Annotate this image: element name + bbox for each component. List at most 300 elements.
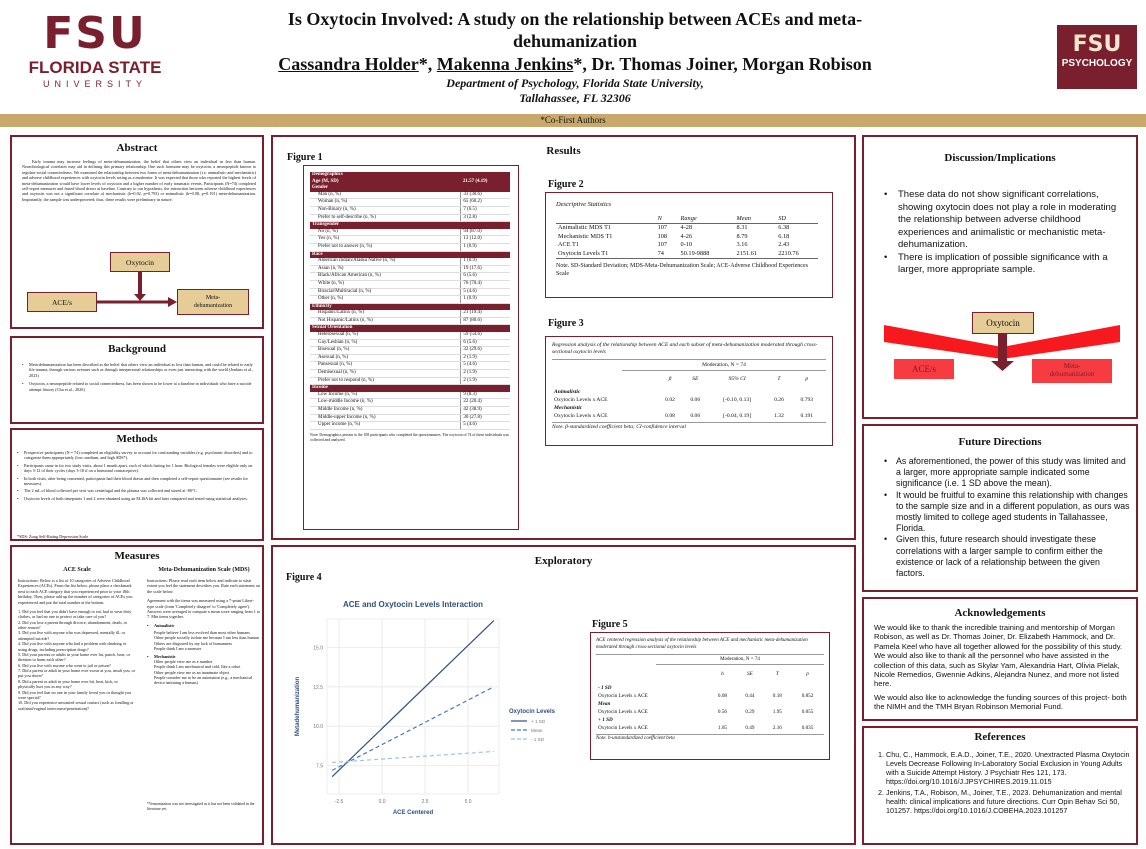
background-bullet: • Oxytocin, a neuropeptide related to social connectedness, has been shown to be lower at a baseline in individuals who have a suicide attempt history (Chu et al., 2020) [22, 381, 256, 392]
regression-group-label: Mechanistic [554, 404, 583, 411]
background-panel [10, 336, 264, 424]
demographic-label: Asexual (n, %) [310, 354, 461, 362]
measures-title: Measures [114, 550, 160, 562]
demographic-value: 9 (8.3) [461, 392, 510, 399]
demographic-label: Non-Binary (n, %) [310, 206, 461, 214]
descriptive-cell: 8.31 [736, 224, 748, 231]
exploratory-row-cell: 0.56 [717, 708, 727, 715]
poster-authors [235, 52, 915, 76]
demographic-label: Middle-upper Income (n, %) [310, 414, 461, 422]
mds-animalistic-label: • Animalistic [147, 623, 261, 628]
exploratory-group [596, 684, 824, 692]
demographic-value: 30 (27.8) [461, 414, 510, 422]
demographics-section-header [310, 179, 510, 186]
legend-title: Oxytocin Levels [509, 709, 556, 715]
demographic-label: Low-middle Income (n, %) [310, 399, 461, 407]
demographics-row [310, 362, 510, 370]
exploratory-row [596, 708, 824, 716]
regression-table [552, 373, 822, 420]
descriptive-cell: 2210.76 [776, 250, 818, 259]
exploratory-row [596, 692, 824, 700]
background-list [22, 362, 256, 392]
discussion-outcome-label [1032, 359, 1112, 383]
discussion-moderator-arrow [998, 333, 1007, 365]
methods-bullet: • Prospective participants (N = 74) completed an eligibility survey to account for confounding variables (e.g. psychiatric disorders) and to categorize them appropriately (low, medium, and high SDS*). [17, 450, 261, 461]
discussion-bullet: • These data do not show significant correlations, showing oxytocin does not play a role in moderating the relationship between adverse childhood experiences and animalistic or mechanistic meta-dehumanization. [884, 189, 1130, 252]
demographics-row [310, 414, 510, 422]
y-tick-label: 12.5 [313, 684, 323, 691]
exploratory-group-label: + 1 SD [598, 716, 613, 723]
section-label: Ethnicity [310, 303, 461, 310]
methods-bullet: • In both visits, after being consented, participants had their blood drawn and then completed a self-report questionnaire (see results for measures). [17, 476, 261, 487]
demographic-label: Bisexual (n, %) [310, 347, 461, 355]
mds-instructions: Instructions: Please read each item below and indicate to what extent you feel the statement describes you. Rate each statement on the scale below. [147, 578, 260, 594]
future-bullet: • It would be fruitful to examine this relationship with changes to the sample size and in a different population, as ours was mostly limited to college aged students in Tallahassee, Florida. [884, 490, 1130, 535]
methods-bullet: • The 2 mL of blood collected per visit was centrifugal and the plasma was collected and stored at -80°C. [17, 488, 261, 493]
poster-title-line1: Is Oxytocin Involved: A study on the relationship between ACEs and meta- [287, 9, 863, 29]
demographic-value: 2 (1.9) [461, 377, 510, 385]
background-bullet: • Meta-dehumanization has been described as the belief that others view an individual as less than human, and could be related to early life trauma, through various avenues such as through interpersonal relationships or even just interacting with the world (Jenkins et al., 2023) [22, 362, 256, 378]
regression-row-cell: [-0.10, 0.13] [723, 396, 752, 403]
regression-row-cell: 0.08 [665, 412, 675, 419]
figure5-box [590, 632, 830, 760]
section-label: Gender [310, 185, 461, 192]
results-title: Results [546, 145, 581, 157]
legend-label: - 1 SD [531, 737, 545, 742]
exploratory-group-label: - 1 SD [598, 684, 612, 691]
ace-item: 8. Did a parent or adult in your home ever hit, beat, kick, or physically hurt you in any way? [18, 678, 118, 690]
regression-row-cell: 0.02 [665, 396, 675, 403]
author-2: Makenna Jenkins [436, 54, 574, 74]
figure1-box [303, 165, 519, 530]
demographic-value: 5 (4.6) [461, 362, 510, 370]
ace-item: 1. Did you feel that you didn't have enough to eat, had to wear dirty clothes, or had no one to protect or take care of you? [18, 608, 132, 620]
future-bullet: • As aforementioned, the power of this study was limited and a larger, more appropriate sample indicated some significance (i.e. 1 SD above the mean). [884, 456, 1130, 490]
demographic-value: 21 (19.4) [461, 310, 510, 317]
section-value [461, 385, 510, 392]
figure5-note: Note. b-unstandardized coefficient beta [596, 734, 824, 741]
demographic-value: 1 (0.9) [461, 296, 510, 304]
demographics-row [310, 296, 510, 304]
exploratory-row-cell: 2.16 [772, 724, 782, 731]
poster-header [235, 8, 915, 106]
discussion-moderator-box [972, 312, 1034, 334]
ace-item: 5. Did your parents or adults in your home ever hit, punch, beat, or threaten to harm each other? [18, 651, 130, 663]
reference-item: 2. Jenkins, T.A., Robison, M., Joiner, T.E., 2023. Dehumanization and mental health: clinical implications and future directions. Curr Opin Behav Sci 50, 101257. https://doi.org/10.1016/J.COBEHA.2023.101257 [886, 788, 1132, 815]
descriptive-cell: 2151.61 [735, 250, 777, 259]
figure5-caption: ACE centered regression analysis of the relationship between ACE and mechanistic meta-dehumanization moderated through cross-sectional oxytocin levels [596, 638, 824, 655]
x-tick-label: -2.5 [334, 799, 344, 805]
descriptive-cell: 6.18 [778, 232, 790, 240]
ace-item: 7. Did a parent or adult in your home ever swear at you, insult you, or put you down? [18, 668, 135, 679]
results-panel [271, 135, 856, 540]
exploratory-title: Exploratory [534, 555, 593, 567]
descriptive-header-cell: N [656, 214, 679, 224]
exploratory-row-cell: Oxytocin Levels x ACE [598, 692, 648, 699]
exploratory-header-cell [596, 667, 709, 684]
moderator-arrowhead [134, 294, 146, 301]
discussion-title: Discussion/Implications [944, 152, 1056, 164]
demographics-row [310, 370, 510, 378]
abstract-panel [10, 135, 264, 329]
fsu-logo-letters: FSU [43, 8, 147, 59]
demographics-row [310, 258, 510, 265]
section-label: Income [310, 385, 461, 392]
references-title: References [974, 731, 1026, 743]
demographics-row [310, 339, 510, 347]
plot-area [327, 619, 499, 794]
affiliation-line2: Tallahassee, FL 32306 [519, 91, 631, 105]
x-tick-label: 0.0 [378, 799, 386, 805]
exploratory-row-cell: 0.08 [717, 692, 727, 699]
section-label: Race [310, 251, 461, 258]
demographic-value: 13 (12.0) [461, 236, 510, 244]
demographic-label: Heterosexual (n, %) [310, 332, 461, 339]
exploratory-header-cell: b [721, 670, 724, 677]
demographics-table [310, 172, 510, 430]
demographics-section-header [310, 185, 510, 192]
demographic-label: American Indian/Alaska Native (n, %) [310, 258, 461, 265]
regression-header-cell: p [805, 375, 809, 382]
mds-item: Other people view me as an inanimate object [154, 669, 230, 675]
figure4-label: Figure 4 [286, 572, 322, 583]
discussion-predictor-label [894, 359, 954, 379]
demographic-value: 33 (30.6) [461, 192, 510, 199]
psychology-logo-letters: FSU [1072, 32, 1122, 57]
regression-header-cell: β [668, 375, 672, 382]
acknowledgements-title: Acknowledgements [954, 607, 1046, 619]
exploratory-row-cell: 0.035 [801, 724, 814, 731]
regression-row [552, 412, 822, 420]
demographic-value: 19 (17.6) [461, 265, 510, 273]
demographic-value: 2 (1.9) [461, 354, 510, 362]
demographic-label: Demisexual (n, %) [310, 370, 461, 378]
demographics-row [310, 317, 510, 325]
demographics-row [310, 199, 510, 207]
figure1-note: Note: Demographics pertain to the 108 participants who completed the questionnaires. The oxytocin of 74 of these individuals was collected and analyzed. [310, 432, 509, 442]
abstract-moderator-label: Oxytocin [126, 257, 154, 267]
discussion-outcome-text: Meta- dehumanization [1049, 362, 1095, 378]
descriptive-cell: Animalistic MDS T1 [558, 224, 612, 231]
ace-scale-column [18, 567, 136, 711]
exploratory-row-cell: 1.95 [772, 708, 782, 715]
demographic-value: 22 (20.4) [461, 399, 510, 407]
figure2-label: Figure 2 [548, 179, 584, 190]
abstract-outcome-label: Meta- dehumanization [193, 295, 233, 309]
ace-item: 6. Did you live with anyone who went to jail or prison? [18, 662, 111, 668]
abstract-title: Abstract [116, 142, 158, 154]
methods-list [17, 450, 261, 501]
demographic-label: Man (n, %) [310, 192, 461, 199]
co-first-banner [0, 114, 1146, 127]
methods-footnote: *SDS: Zung Self-Rating Depression Scale [17, 534, 89, 539]
y-tick-label: 10.0 [313, 724, 323, 731]
methods-bullet: • Oxytocin levels of both timepoints 1 and 2 were obtained using an ELISA kit and later compared and tested using statistical analyses. [17, 496, 261, 501]
descriptive-header-cell: Range [679, 214, 735, 224]
section-value [461, 251, 510, 258]
demographics-row [310, 310, 510, 317]
demographic-value: 6 (5.6) [461, 273, 510, 281]
descriptive-header-row [556, 214, 818, 224]
mds-mechanistic-list [147, 654, 261, 659]
psychology-logo [1057, 25, 1137, 89]
exploratory-regression-table [596, 667, 824, 732]
regression-row-cell: 0.06 [690, 412, 701, 419]
demographics-row [310, 265, 510, 273]
section-value [461, 325, 510, 332]
demographics-row [310, 407, 510, 415]
descriptive-cell: 6.38 [778, 224, 790, 231]
descriptive-cell: 4-28 [680, 224, 693, 231]
demographic-label: Prefer not to respond (n, %) [310, 377, 461, 385]
figure2-note: Note. SD-Standard Deviation; MDS-Meta-Dehumanization Scale; ACE-Adverse Childhood Experiences Scale [556, 263, 808, 278]
mds-mechanistic-label: • Mechanistic [147, 654, 261, 659]
figure3-box [545, 336, 833, 446]
measures-panel [10, 545, 264, 845]
demographic-label: Biracial/Multiracial (n, %) [310, 288, 461, 296]
figure3-note: Note. β-standardized coefficient beta; CI-confidence interval [552, 422, 826, 430]
demographic-label: Pansexual (n, %) [310, 362, 461, 370]
descriptive-cell: Mechanistic MDS T1 [558, 232, 613, 240]
regression-row-cell: [-0.04, 0.19] [723, 412, 752, 419]
psychology-logo-word: PSYCHOLOGY [1061, 58, 1133, 69]
demographics-row [310, 354, 510, 362]
fsu-logo-line1: FLORIDA STATE [28, 58, 162, 77]
ace-item: 3. Did you live with anyone who was depressed, mentally ill, or attempted suicide? [18, 630, 125, 641]
mds-item: People think I am mechanical and cold, like a robot [154, 664, 241, 670]
methods-bullet: • Participants came in for two study visits, about 1 month apart, each of which lasting for 1 hour. Biological females were eligible only on days 5-12 of their cycles (days 3-18 if on a hormonal contraceptive). [17, 463, 261, 474]
section-value [461, 303, 510, 310]
exploratory-row-cell: 0.852 [801, 692, 814, 699]
exploratory-header-cell: p [806, 670, 809, 677]
mds-animalistic-list [147, 623, 261, 628]
demographic-label: Upper income (n, %) [310, 422, 461, 430]
future-directions-title: Future Directions [958, 436, 1042, 448]
descriptive-row [556, 233, 818, 242]
legend-label: + 1 SD [531, 719, 546, 724]
mds-footnote: *Vermanization was not investigated as it has not been validated in the literature yet. [147, 802, 255, 811]
demographics-section-header [310, 385, 510, 392]
demographic-value: 32 (29.6) [461, 347, 510, 355]
discussion-panel [862, 135, 1138, 419]
future-directions-panel [862, 424, 1138, 592]
section-value [461, 222, 510, 229]
reference-item: 1. Chu, C., Hammock, E.A.D., Joiner, T.E., 2020. Unextracted Plasma Oxytocin Levels Decrease Following In-Laboratory Social Exclusion in Young Adults with a Suicide Attempt History. J Psychiatr Res 121, 173. https://doi.org/10.1016/J.JPSYCHIRES.2019.11.015 [886, 750, 1132, 786]
demographic-label: Gay/Lesbian (n, %) [310, 339, 461, 347]
demographic-value: 87 (80.6) [461, 317, 510, 325]
y-tick-label: 7.5 [316, 763, 323, 770]
figure5-label: Figure 5 [592, 619, 628, 630]
x-tick-label: 5.0 [464, 799, 472, 805]
demographic-value: 3 (2.8) [461, 214, 510, 222]
abstract-predictor-label: ACE/s [51, 297, 72, 307]
regression-row-cell: 0.793 [800, 396, 814, 403]
exploratory-panel [271, 545, 856, 845]
abstract-text: Early trauma may increase feelings of meta-dehumanization, the belief that others view an individual as less than human. Neurobiological correlates may aid in defining this primary relationship. One such hormone may be oxytocin, a neuropeptide known to regulate social connectedness. We examined the relationship between two forms of meta-dehumanization (i.e. animalistic and mechanistic) and adverse childhood experiences with oxytocin levels acting as a moderator. It was expected that those who reported the highest levels of meta-dehumanization would have lower levels of oxytocin and a higher number of early traumatic events. Participants (N=74) completed self-report measures and fasted blood draws at baseline. Contrary to our hypothesis, the interaction between adverse childhood experiences and oxytocin was not a significant correlate of mechanistic (b=0.02, p=0.793) or animalistic (b=0.08, p=0.191) meta-dehumanization. Importantly, the sample was underpowered; thus, these results were preliminary in nature. [22, 159, 256, 202]
descriptive-cell: Oxytocin Levels T1 [556, 250, 656, 259]
regression-group-label: Animalistic [554, 388, 581, 395]
regression-row-cell: Oxytocin Levels x ACE [554, 412, 608, 419]
demographic-value: 5 (4.6) [461, 422, 510, 430]
discussion-predictor-text: ACE/s [911, 364, 936, 374]
descriptive-cell: 8.79 [736, 232, 748, 240]
author-sep-1: *, [418, 54, 437, 74]
mds-item: People think I am a monster [154, 646, 202, 652]
regression-header-row [552, 373, 822, 388]
section-label: Demographics [310, 172, 461, 179]
regression-row [552, 396, 822, 404]
demographic-label: Black/African American (n, %) [310, 273, 461, 281]
references-list [886, 750, 1132, 815]
figure5-moderation: Moderation, N = 74 [656, 655, 824, 665]
demographics-row [310, 236, 510, 244]
demographics-row [310, 377, 510, 385]
affiliation-line1: Department of Psychology, Florida State University, [446, 76, 704, 90]
demographic-label: Yes (n, %) [310, 236, 461, 244]
descriptive-cell: 107 [657, 241, 668, 248]
demographics-row [310, 192, 510, 199]
mds-item: People consider me to be an automaton (e.g., a mechanical device imitating a human) [154, 675, 253, 686]
demographics-row [310, 422, 510, 430]
exploratory-row-cell: 0.29 [745, 708, 755, 715]
demographic-value: 76 (70.4) [461, 280, 510, 288]
demographic-label: Not Hispanic/Latinx (n, %) [310, 317, 461, 325]
exploratory-group [596, 700, 824, 708]
ace-instructions: Instructions: Below is a list of 10 categories of Adverse Childhood Experiences (ACEs). From the list below, please place a checkmark next to each ACE category that you experienced prior to your 18th birthday. Then, please add up the number of categories of ACEs you experienced and put the total number at the bottom. [18, 578, 133, 605]
regression-row-cell: 0.26 [774, 396, 784, 403]
author-rest: *, Dr. Thomas Joiner, Morgan Robison [573, 54, 872, 74]
ace-item: 4. Did you live with anyone who had a problem with drinking or using drugs, including prescription drugs? [18, 641, 127, 652]
demographic-label: Other (n, %) [310, 296, 461, 304]
demographics-row [310, 347, 510, 355]
exploratory-row-cell: 0.18 [772, 692, 782, 699]
demographics-row [310, 399, 510, 407]
demographics-row [310, 229, 510, 236]
regression-header-cell: T [777, 375, 781, 382]
descriptive-cell: ACE T1 [558, 241, 580, 248]
section-label: Transgender [310, 222, 461, 229]
demographic-label: Asian (n, %) [310, 265, 461, 273]
interaction-chart [287, 589, 567, 839]
demographics-section-header [310, 251, 510, 258]
predictor-arrowhead [168, 297, 177, 307]
section-value: 21.57 (4.19) [461, 179, 510, 186]
mds-column [147, 567, 261, 686]
exploratory-header-cell: SE [747, 670, 753, 677]
regression-group [552, 388, 822, 396]
regression-row-cell: 1.32 [774, 412, 784, 419]
exploratory-header-cell: T [775, 670, 779, 677]
descriptive-stats-table [556, 214, 818, 259]
exploratory-row-cell: 0.055 [801, 708, 814, 715]
acknowledgements-text2: We would also like to acknowledge the funding sources of this project- both the NIMH and the TMH Bryan Robinson Memorial Fund. [874, 693, 1127, 712]
descriptive-header-cell [556, 214, 656, 224]
ace-scale-title: ACE Scale [63, 567, 91, 573]
demographic-value: 94 (87.0) [461, 229, 510, 236]
demographics-row [310, 332, 510, 339]
fsu-logo [25, 10, 165, 100]
demographic-label: No (n, %) [310, 229, 461, 236]
poster-title-line2: dehumanization [512, 31, 638, 51]
descriptive-cell: 3.16 [736, 241, 748, 248]
demographic-value: 7 (6.5) [461, 206, 510, 214]
chart-title: ACE and Oxytocin Levels Interaction [342, 600, 484, 609]
descriptive-header-cell: Mean [735, 214, 777, 224]
demographic-value: 1 (0.9) [461, 243, 510, 251]
fsu-logo-line2: UNIVERSITY [42, 79, 147, 89]
demographics-section-header [310, 222, 510, 229]
demographic-value: 5 (4.6) [461, 288, 510, 296]
exploratory-row-cell: 0.44 [745, 692, 755, 699]
demographics-row [310, 214, 510, 222]
mds-item: Other people view me as a number [154, 658, 213, 664]
mds-item: People believe I am less evolved than most other humans [154, 630, 250, 635]
exploratory-row-cell: Oxytocin Levels x ACE [598, 724, 648, 731]
x-tick-label: 2.5 [421, 799, 429, 805]
descriptive-row [556, 241, 818, 250]
mds-agreement: Agreement with the items was measured using a 7-point Likert-type scale (from 'Completely disagree' to 'Completely agree'). Answers were averaged to compute a mean score ranging from 1 to 7. Min items together. [147, 598, 261, 620]
exploratory-row [596, 724, 824, 732]
demographic-value: 6 (5.6) [461, 339, 510, 347]
figure3-label: Figure 3 [548, 318, 584, 329]
demographic-label: Middle Income (n, %) [310, 407, 461, 415]
discussion-moderator-label: Oxytocin [986, 318, 1020, 328]
figure3-moderation: Moderation, N = 74 [622, 360, 826, 371]
figure2-box [545, 192, 833, 298]
descriptive-cell: 107 [657, 224, 668, 231]
future-bullet: • Given this, future research should investigate these correlations with a larger sample to confirm either the existence or lack of a relationship between the given factors. [884, 534, 1130, 579]
demographic-label: Low Income (n, %) [310, 392, 461, 399]
demographics-section-header [310, 172, 510, 179]
ace-item: 10. Did you experience unwanted sexual contact (such as fondling or oral/anal/vaginal intercourse/penetration)? [18, 700, 134, 711]
demographic-value: 42 (38.9) [461, 407, 510, 415]
regression-header-cell [552, 373, 657, 388]
regression-group [552, 404, 822, 412]
mds-title: Meta-Dehumanization Scale (MDS) [158, 567, 250, 573]
figure2-caption: Descriptive Statistics [556, 201, 612, 208]
discussion-moderator-arrowhead [991, 361, 1014, 371]
co-first-note: *Co-First Authors [540, 115, 606, 125]
demographic-value: 65 (60.2) [461, 199, 510, 207]
descriptive-cell: 50.19-9888 [679, 250, 735, 259]
regression-row-cell: 0.191 [800, 412, 814, 419]
descriptive-cell: 0-10 [680, 241, 693, 248]
descriptive-cell: 108 [657, 232, 668, 240]
mds-item: Other people socially isolate me because I am less than human [154, 635, 259, 641]
mds-item: Others are disgusted by my lack of humanness [154, 640, 233, 646]
demographics-row [310, 243, 510, 251]
methods-panel [10, 428, 264, 541]
acknowledgements-text1: We would like to thank the incredible training and mentorship of Morgan Robison, as well as Dr. Thomas Joiner, Dr. Elizabeth Hammock, and Dr. Pamela Keel who have all together allowed for the possibility of this study. We would also like to thank all the personnel who have assisted in the collection of this data, such as Skylar Yam, Alexandria Hart, Olivia Pielak, Nicole Remedios, Gwennie Adkins, Alejandra Nunez, and more not listed here. [874, 623, 1123, 689]
demographic-value: 59 (54.6) [461, 332, 510, 339]
references-panel [862, 726, 1138, 845]
demographic-value: 2 (1.9) [461, 370, 510, 378]
demographic-label: Prefer to self-describe (n, %) [310, 214, 461, 222]
demographics-section-header [310, 303, 510, 310]
author-1: Cassandra Holder [278, 54, 419, 74]
demographics-row [310, 280, 510, 288]
regression-header-cell: 95% CI [728, 375, 746, 382]
demographic-label: Woman (n, %) [310, 199, 461, 207]
descriptive-cell: 4-26 [680, 232, 693, 240]
exploratory-header-row [596, 667, 824, 684]
abstract-diagram-arrows [12, 137, 266, 331]
figure1-label: Figure 1 [287, 152, 323, 163]
section-value [461, 185, 510, 192]
demographics-row [310, 288, 510, 296]
descriptive-cell: 74 [656, 250, 679, 259]
y-tick-label: 15.0 [313, 645, 323, 652]
